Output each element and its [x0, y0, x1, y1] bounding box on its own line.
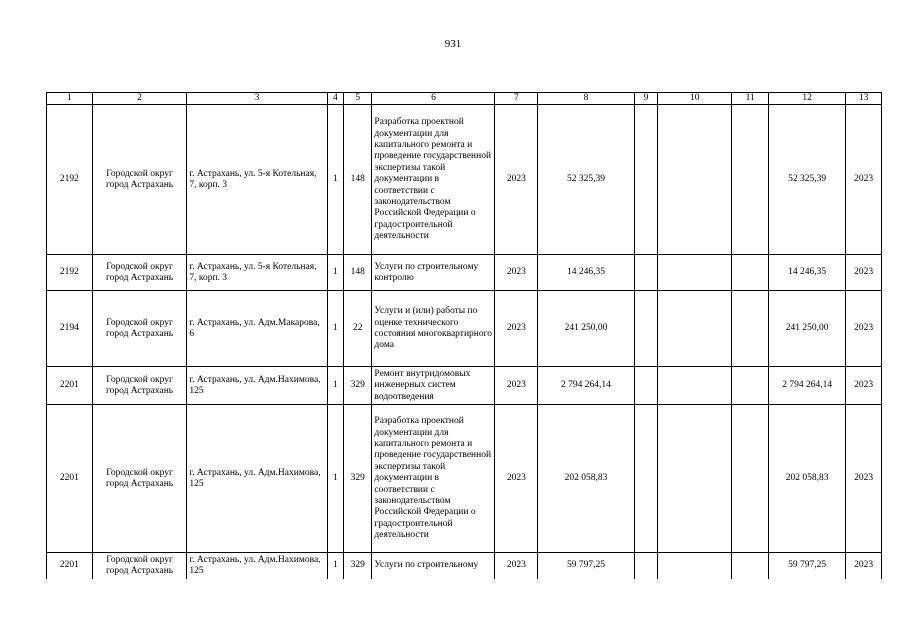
col9-cell	[634, 553, 657, 579]
col5-cell: 329	[343, 553, 371, 579]
column-header: 1	[47, 93, 93, 105]
cost-cell: 59 797,25	[538, 553, 635, 579]
col4-cell: 1	[327, 255, 343, 291]
page-number: 931	[444, 38, 462, 50]
end-year-cell: 2023	[846, 405, 882, 553]
col4-cell: 1	[327, 553, 343, 579]
row-id: 2201	[47, 553, 93, 579]
total-cell: 2 794 264,14	[769, 367, 846, 405]
column-header: 3	[187, 93, 327, 105]
end-year-cell: 2023	[846, 291, 882, 367]
address-cell: г. Астрахань, ул. 5-я Котельная, 7, корп. 3	[187, 255, 327, 291]
total-cell: 241 250,00	[769, 291, 846, 367]
year-cell: 2023	[495, 105, 538, 255]
address-cell: г. Астрахань, ул. Адм.Нахимова, 125	[187, 405, 327, 553]
table-row	[47, 405, 882, 553]
col5-cell: 148	[343, 105, 371, 255]
col11-cell	[732, 367, 769, 405]
table-row	[47, 255, 882, 291]
municipality-cell: Городской округ город Астрахань	[92, 291, 187, 367]
col11-cell	[732, 291, 769, 367]
municipality-cell: Городской округ город Астрахань	[92, 255, 187, 291]
column-header: 7	[495, 93, 538, 105]
total-cell: 14 246,35	[769, 255, 846, 291]
work-type-cell: Разработка проектной документации для капитального ремонта и проведение государственной экспертизы такой документации в соответствии с законодательством Российской Федерации о градостроительной деятельности	[372, 105, 495, 255]
col9-cell	[634, 291, 657, 367]
table-row	[47, 553, 882, 579]
year-cell: 2023	[495, 405, 538, 553]
col4-cell: 1	[327, 367, 343, 405]
col4-cell: 1	[327, 405, 343, 553]
table-row	[47, 291, 882, 367]
row-id: 2192	[47, 105, 93, 255]
year-cell: 2023	[495, 553, 538, 579]
col5-cell: 22	[343, 291, 371, 367]
column-header: 4	[327, 93, 343, 105]
col10-cell	[658, 405, 732, 553]
col4-cell: 1	[327, 291, 343, 367]
column-header: 13	[846, 93, 882, 105]
col11-cell	[732, 255, 769, 291]
column-header: 5	[343, 93, 371, 105]
col9-cell	[634, 405, 657, 553]
col9-cell	[634, 105, 657, 255]
end-year-cell: 2023	[846, 553, 882, 579]
column-header: 12	[769, 93, 846, 105]
col10-cell	[658, 105, 732, 255]
col10-cell	[658, 291, 732, 367]
row-id: 2192	[47, 255, 93, 291]
header-row	[47, 93, 882, 105]
col11-cell	[732, 105, 769, 255]
cost-cell: 52 325,39	[538, 105, 635, 255]
end-year-cell: 2023	[846, 105, 882, 255]
end-year-cell: 2023	[846, 367, 882, 405]
total-cell: 59 797,25	[769, 553, 846, 579]
col5-cell: 148	[343, 255, 371, 291]
municipality-cell: Городской округ город Астрахань	[92, 553, 187, 579]
year-cell: 2023	[495, 291, 538, 367]
municipality-cell: Городской округ город Астрахань	[92, 105, 187, 255]
column-header: 11	[732, 93, 769, 105]
work-type-cell: Услуги и (или) работы по оценке технического состояния многоквартирного дома	[372, 291, 495, 367]
work-type-cell: Услуги по строительному	[372, 553, 495, 579]
register-table	[46, 92, 882, 579]
address-cell: г. Астрахань, ул. Адм.Нахимова, 125	[187, 367, 327, 405]
year-cell: 2023	[495, 255, 538, 291]
end-year-cell: 2023	[846, 255, 882, 291]
column-header: 9	[634, 93, 657, 105]
work-type-cell: Разработка проектной документации для капитального ремонта и проведение государственной экспертизы такой документации в соответствии с законодательством Российской Федерации о градостроительной деятельности	[372, 405, 495, 553]
work-type-cell: Услуги по строительному контролю	[372, 255, 495, 291]
cost-cell: 241 250,00	[538, 291, 635, 367]
municipality-cell: Городской округ город Астрахань	[92, 405, 187, 553]
cost-cell: 14 246,35	[538, 255, 635, 291]
cost-cell: 202 058,83	[538, 405, 635, 553]
col4-cell: 1	[327, 105, 343, 255]
col10-cell	[658, 553, 732, 579]
row-id: 2194	[47, 291, 93, 367]
table-row	[47, 367, 882, 405]
column-header: 2	[92, 93, 187, 105]
col10-cell	[658, 255, 732, 291]
total-cell: 202 058,83	[769, 405, 846, 553]
cost-cell: 2 794 264,14	[538, 367, 635, 405]
column-header: 6	[372, 93, 495, 105]
row-id: 2201	[47, 367, 93, 405]
work-type-cell: Ремонт внутридомовых инженерных систем водоотведения	[372, 367, 495, 405]
col5-cell: 329	[343, 405, 371, 553]
col9-cell	[634, 255, 657, 291]
year-cell: 2023	[495, 367, 538, 405]
column-header: 10	[658, 93, 732, 105]
address-cell: г. Астрахань, ул. 5-я Котельная, 7, корп. 3	[187, 105, 327, 255]
row-id: 2201	[47, 405, 93, 553]
address-cell: г. Астрахань, ул. Адм.Нахимова, 125	[187, 553, 327, 579]
col5-cell: 329	[343, 367, 371, 405]
table-row	[47, 105, 882, 255]
col10-cell	[658, 367, 732, 405]
address-cell: г. Астрахань, ул. Адм.Макарова, 6	[187, 291, 327, 367]
col9-cell	[634, 367, 657, 405]
col11-cell	[732, 553, 769, 579]
municipality-cell: Городской округ город Астрахань	[92, 367, 187, 405]
total-cell: 52 325,39	[769, 105, 846, 255]
col11-cell	[732, 405, 769, 553]
column-header: 8	[538, 93, 635, 105]
